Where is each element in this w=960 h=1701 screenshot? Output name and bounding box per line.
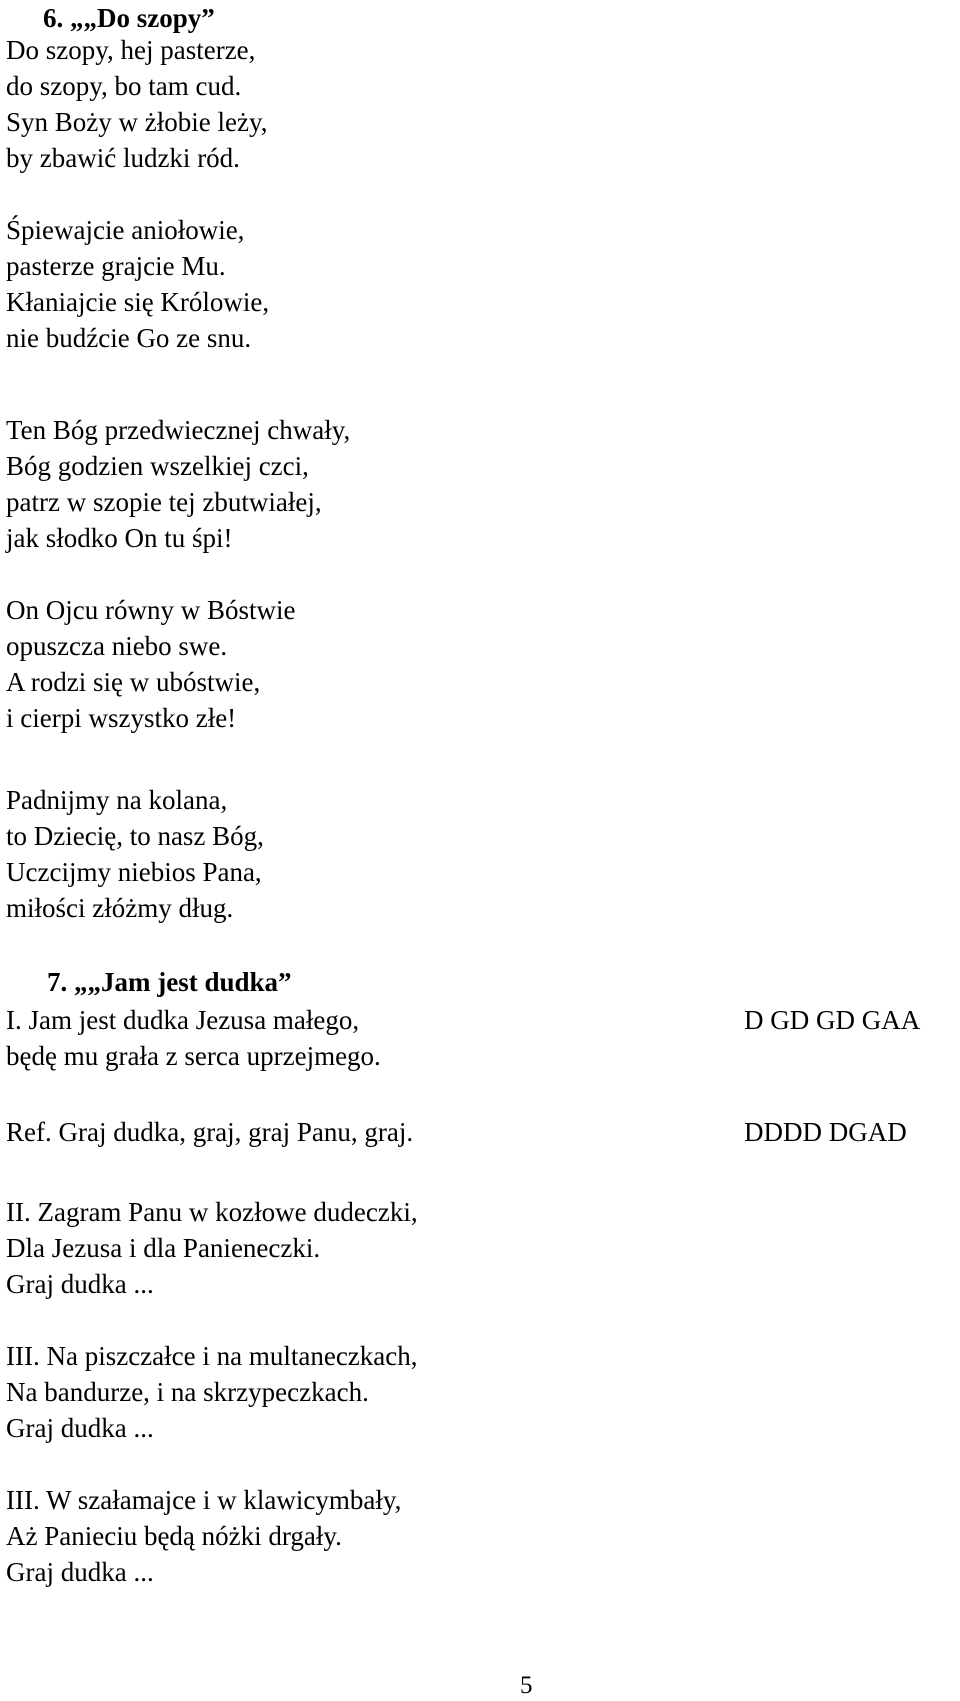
song-6-line: Ten Bóg przedwiecznej chwały, bbox=[6, 415, 351, 445]
song-7-line: Dla Jezusa i dla Panieneczki. bbox=[6, 1233, 321, 1263]
song-6-line: Śpiewajcie aniołowie, bbox=[6, 215, 245, 245]
song-6-title: 6. „„Do szopy” bbox=[43, 3, 215, 33]
song-6-line: A rodzi się w ubóstwie, bbox=[6, 667, 261, 697]
song-7-line: II. Zagram Panu w kozłowe dudeczki, bbox=[6, 1197, 418, 1227]
song-6-line: Bóg godzien wszelkiej czci, bbox=[6, 451, 309, 481]
song-6-line: to Dziecię, to nasz Bóg, bbox=[6, 821, 264, 851]
song-6-line: On Ojcu równy w Bóstwie bbox=[6, 595, 296, 625]
song-7-line: Graj dudka ... bbox=[6, 1557, 154, 1587]
song-7-line: Aż Panieciu będą nóżki drgały. bbox=[6, 1521, 342, 1551]
song-7-line: będę mu grała z serca uprzejmego. bbox=[6, 1041, 381, 1071]
song-6-line: Syn Boży w żłobie leży, bbox=[6, 107, 268, 137]
page-number: 5 bbox=[520, 1672, 533, 1699]
song-7-line: Graj dudka ... bbox=[6, 1269, 154, 1299]
song-7-line: Na bandurze, i na skrzypeczkach. bbox=[6, 1377, 369, 1407]
chords-refrain: DDDD DGAD bbox=[744, 1117, 907, 1147]
song-7-title: 7. „„Jam jest dudka” bbox=[47, 967, 292, 997]
song-7-line: III. Na piszczałce i na multaneczkach, bbox=[6, 1341, 418, 1371]
song-6-line: pasterze grajcie Mu. bbox=[6, 251, 226, 281]
song-7-line: Graj dudka ... bbox=[6, 1413, 154, 1443]
song-6-line: do szopy, bo tam cud. bbox=[6, 71, 242, 101]
song-6-line: Kłaniajcie się Królowie, bbox=[6, 287, 270, 317]
song-6-line: Uczcijmy niebios Pana, bbox=[6, 857, 262, 887]
song-6-line: miłości złóżmy dług. bbox=[6, 893, 234, 923]
song-6-line: jak słodko On tu śpi! bbox=[6, 523, 233, 553]
song-6-line: nie budźcie Go ze snu. bbox=[6, 323, 252, 353]
song-6-line: i cierpi wszystko złe! bbox=[6, 703, 237, 733]
song-7-refrain: Ref. Graj dudka, graj, graj Panu, graj. bbox=[6, 1117, 414, 1147]
song-7-line: III. W szałamajce i w klawicymbały, bbox=[6, 1485, 402, 1515]
song-6-line: patrz w szopie tej zbutwiałej, bbox=[6, 487, 322, 517]
song-6-line: opuszcza niebo swe. bbox=[6, 631, 228, 661]
song-7-line: I. Jam jest dudka Jezusa małego, bbox=[6, 1005, 360, 1035]
chords-verse: D GD GD GAA bbox=[744, 1005, 921, 1035]
song-6-line: Padnijmy na kolana, bbox=[6, 785, 228, 815]
song-6-line: by zbawić ludzki ród. bbox=[6, 143, 240, 173]
song-6-line: Do szopy, hej pasterze, bbox=[6, 35, 256, 65]
